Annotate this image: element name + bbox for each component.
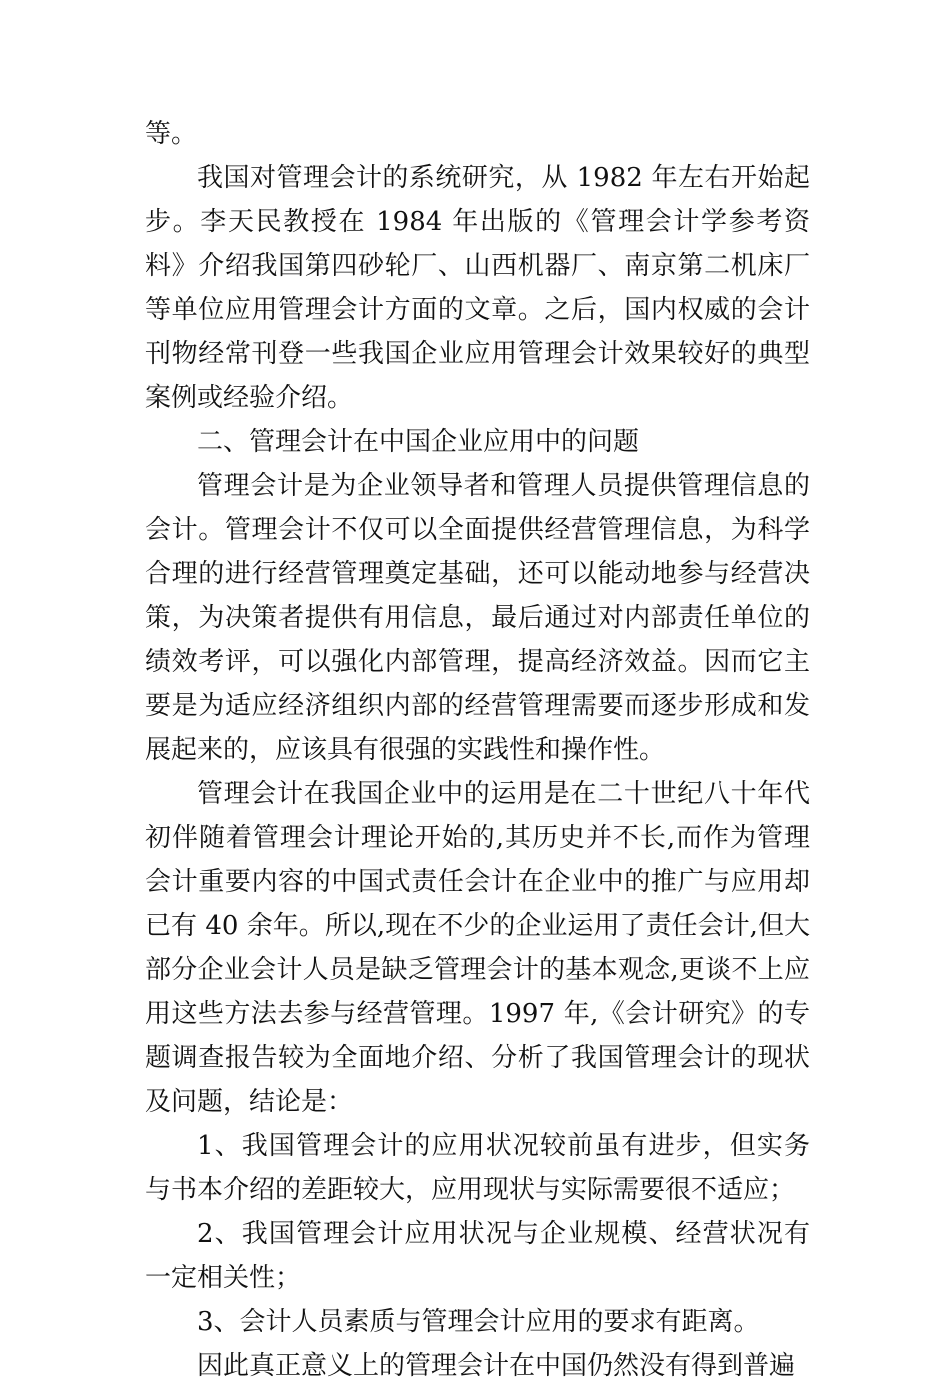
document-page [145,112,810,1388]
list-item-conclusion-3: 3、会计人员素质与管理会计应用的要求有距离。 [197,1307,760,1337]
paragraph-application: 管理会计在我国企业中的运用是在二十世纪八十年代初伴随着管理会计理论开始的,其历史并不长,而作为管理会计重要内容的中国式责任会计在企业中的推广与应用却已有 40 余年。所以,现在不少的企业运用了责任会计,但大部分企业会计人员是缺乏管理会计的基本观念,更谈不上应用这些方法去参与经营管理。1997 年,《会计研究》的专题调查报告较为全面地介绍、分析了我国管理会计的现状及问题，结论是： [145,779,810,1117]
paragraph-continuation: 等。 [145,119,198,149]
paragraph-research-history: 我国对管理会计的系统研究，从 1982 年左右开始起步。李天民教授在 1984 年出版的《管理会计学参考资料》介绍我国第四砂轮厂、山西机器厂、南京第二机床厂等单位应用管理会计方面的文章。之后，国内权威的会计刊物经常刊登一些我国企业应用管理会计效果较好的典型案例或经验介绍。 [145,163,810,413]
section-heading-problems: 二、管理会计在中国企业应用中的问题 [197,427,640,457]
list-item-conclusion-1: 1、我国管理会计的应用状况较前虽有进步，但实务与书本介绍的差距较大，应用现状与实际需要很不适应； [145,1131,810,1205]
list-item-conclusion-2: 2、我国管理会计应用状况与企业规模、经营状况有一定相关性； [145,1219,810,1293]
paragraph-definition: 管理会计是为企业领导者和管理人员提供管理信息的会计。管理会计不仅可以全面提供经营管理信息，为科学合理的进行经营管理奠定基础，还可以能动地参与经营决策，为决策者提供有用信息，最后通过对内部责任单位的绩效考评，可以强化内部管理，提高经济效益。因而它主要是为适应经济组织内部的经营管理需要而逐步形成和发展起来的，应该具有很强的实践性和操作性。 [145,471,810,765]
paragraph-summary: 因此真正意义上的管理会计在中国仍然没有得到普遍 [197,1351,796,1381]
